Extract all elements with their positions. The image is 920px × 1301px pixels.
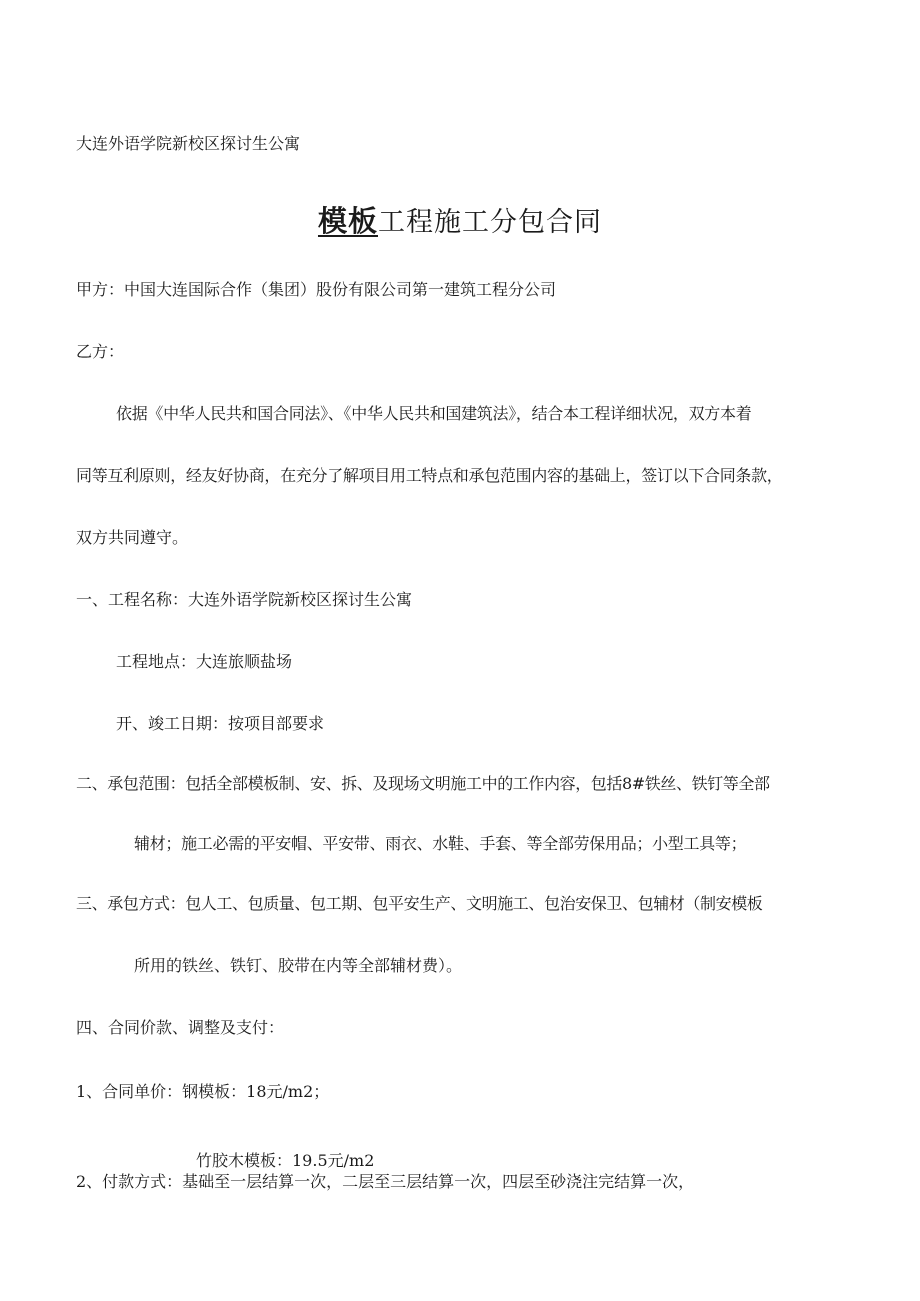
title-rest: 工程施工分包合同 [378,207,602,238]
section-4-bamboo-price: 竹胶木模板：19.5元/m2 [196,1151,375,1170]
section-4-payment: 2、付款方式：基础至一层结算一次，二层至三层结算一次，四层至砂浇注完结算一次， [76,1172,695,1191]
title-highlight: 模板 [317,204,378,238]
preamble-line-1: 依据《中华人民共和国合同法》、《中华人民共和国建筑法》，结合本工程详细状况，双方本着 [116,404,752,423]
section-3-method-line-2: 所用的铁丝、铁钉、胶带在内等全部辅材费）。 [134,956,463,975]
section-2-scope-line-2: 辅材；施工必需的平安帽、平安带、雨衣、水鞋、手套、等全部劳保用品；小型工具等； [134,834,747,853]
party-b: 乙方： [76,342,125,361]
section-4-title: 四、合同价款、调整及支付： [76,1018,285,1037]
section-1-location: 工程地点：大连旅顺盐场 [116,652,293,671]
section-2-scope-line-1: 二、承包范围：包括全部模板制、安、拆、及现场文明施工中的工作内容，包括8#铁丝、铁钉等全部 [76,774,770,793]
section-3-method-line-1: 三、承包方式：包人工、包质量、包工期、包平安生产、文明施工、包治安保卫、包辅材（制安模板 [76,894,763,913]
project-header: 大连外语学院新校区探讨生公寓 [76,134,301,153]
preamble-line-2: 同等互利原则，经友好协商，在充分了解项目用工特点和承包范围内容的基础上，签订以下合同条款， [76,466,783,485]
section-1-dates: 开、竣工日期：按项目部要求 [116,714,325,733]
party-a: 甲方：中国大连国际合作（集团）股份有限公司第一建筑工程分公司 [76,280,557,299]
section-4-unit-price: 1、合同单价：钢模板：18元/m2； [76,1082,330,1101]
contract-title [0,203,920,241]
section-1-project-name: 一、工程名称：大连外语学院新校区探讨生公寓 [76,590,413,609]
preamble-line-3: 双方共同遵守。 [76,528,189,547]
